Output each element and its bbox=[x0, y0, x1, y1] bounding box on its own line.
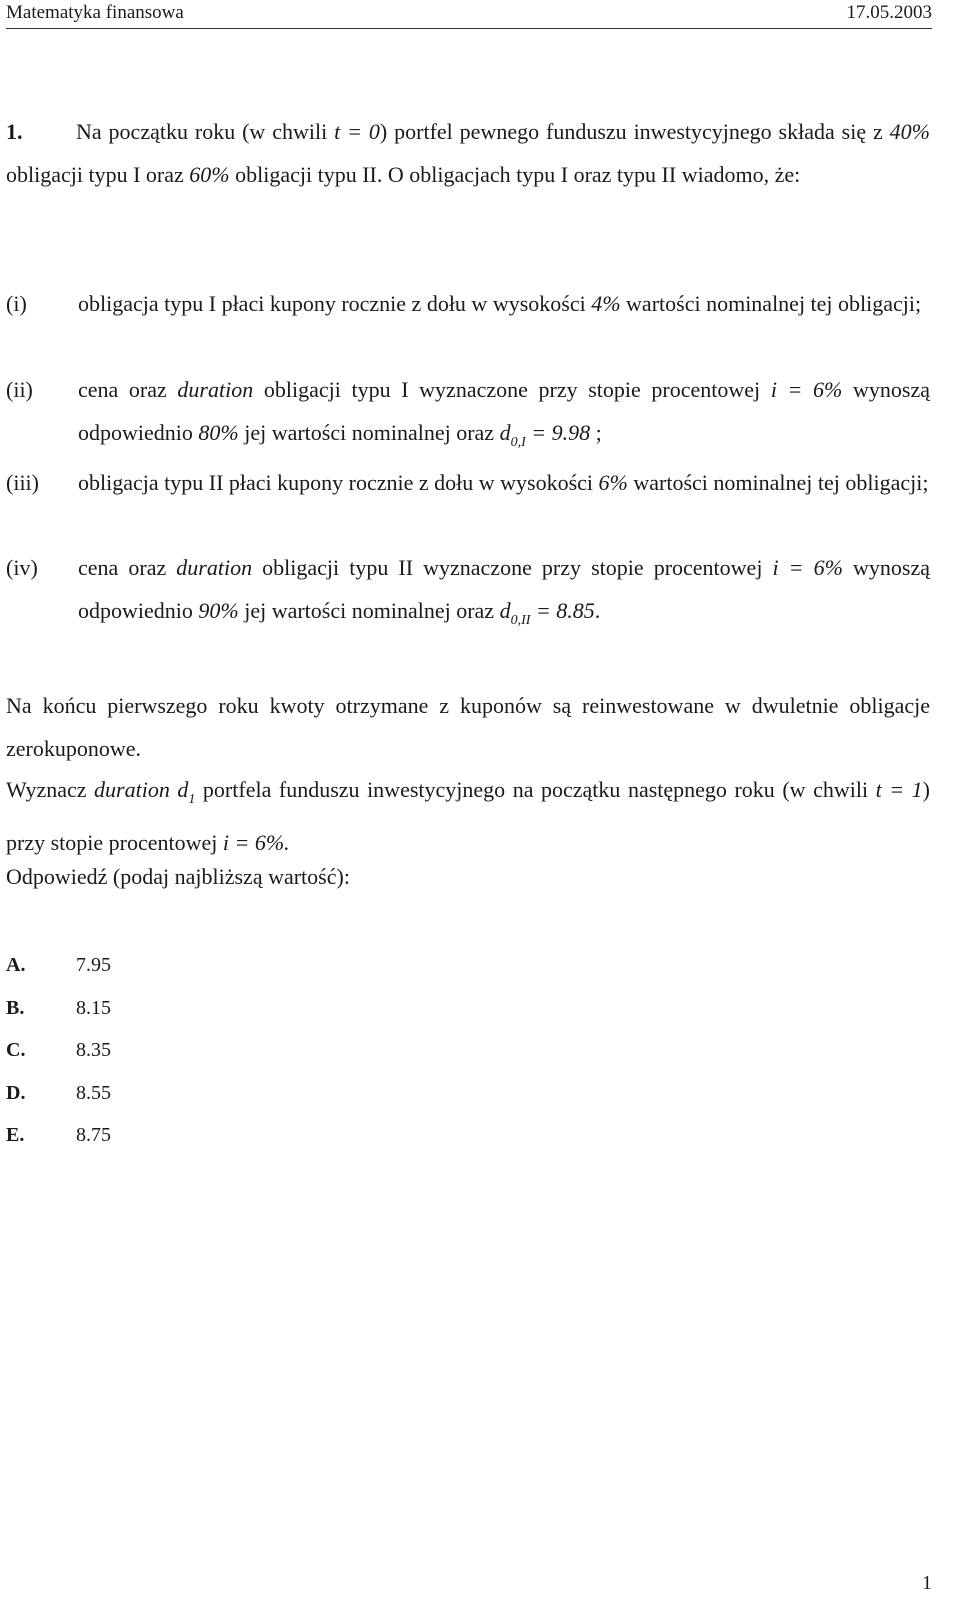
condition-label: (iii) bbox=[6, 470, 39, 495]
duration-symbol: d bbox=[499, 420, 511, 445]
intro-text: obligacji typu I oraz bbox=[6, 162, 190, 187]
duration-term: duration bbox=[177, 377, 254, 402]
option-value: 8.15 bbox=[76, 996, 111, 1019]
option-value: 7.95 bbox=[76, 954, 111, 976]
text-part: portfela funduszu inwestycyjnego na początku następnego roku (w chwili bbox=[195, 777, 876, 802]
task-paragraph bbox=[6, 768, 930, 864]
duration-subscript: 1 bbox=[188, 792, 196, 807]
option-label: B. bbox=[6, 996, 25, 1019]
time-one: t = 1 bbox=[875, 777, 923, 802]
text-part: ) przy stopie procentowej bbox=[6, 777, 930, 855]
coupon-rate: 4% bbox=[591, 291, 621, 316]
question-intro bbox=[6, 110, 930, 196]
interest-rate: i = 6%. bbox=[222, 830, 290, 855]
page-header bbox=[6, 0, 932, 29]
price-percent: 80% bbox=[198, 420, 239, 445]
duration-term: duration bbox=[176, 555, 253, 580]
price-percent: 90% bbox=[198, 598, 239, 623]
document-title: Matematyka finansowa bbox=[6, 2, 184, 23]
condition-i bbox=[6, 282, 930, 325]
reinvestment-paragraph: Na końcu pierwszego roku kwoty otrzymane z kuponów są reinwestowane w dwuletnie obligacje zerokuponowe. bbox=[6, 693, 930, 761]
option-d bbox=[6, 1072, 111, 1115]
duration-subscript: 0,I bbox=[510, 435, 526, 450]
option-a bbox=[6, 944, 111, 987]
option-e bbox=[6, 1114, 111, 1157]
coupon-rate: 6% bbox=[598, 470, 628, 495]
intro-text: obligacji typu II. O obligacjach typu I oraz typu II wiadomo, że: bbox=[229, 162, 801, 187]
option-value: 8.55 bbox=[76, 1081, 111, 1104]
duration-symbol: d bbox=[177, 777, 189, 802]
condition-iv bbox=[6, 546, 930, 642]
text-part: wartości nominalnej tej obligacji; bbox=[620, 291, 922, 316]
text-part: obligacji typu II wyznaczone przy stopie procentowej bbox=[252, 555, 773, 580]
time-zero: t = 0 bbox=[334, 119, 380, 144]
text-part: wartości nominalnej tej obligacji; bbox=[627, 470, 929, 495]
condition-label: (i) bbox=[6, 291, 27, 316]
option-label: C. bbox=[6, 1039, 26, 1061]
condition-iii bbox=[6, 461, 930, 504]
option-label: E. bbox=[6, 1124, 25, 1146]
duration-value: = 9.98 bbox=[525, 420, 591, 445]
duration-value: = 8.85 bbox=[530, 598, 595, 623]
intro-text: ) portfel pewnego funduszu inwestycyjnego składa się z bbox=[379, 119, 890, 144]
page-number: 1 bbox=[922, 1572, 932, 1594]
text-part: ; bbox=[590, 420, 602, 445]
text-part: jej wartości nominalnej oraz bbox=[238, 420, 500, 445]
document-date: 17.05.2003 bbox=[846, 2, 932, 23]
condition-label: (iv) bbox=[6, 555, 38, 580]
duration-subscript: 0,II bbox=[510, 613, 531, 628]
type1-share: 40% bbox=[889, 119, 930, 144]
answer-prompt: Odpowiedź (podaj najbliższą wartość): bbox=[6, 864, 350, 889]
text-part: obligacji typu I wyznaczone przy stopie procentowej bbox=[253, 377, 771, 402]
text-part: wynoszą odpowiednio bbox=[78, 377, 930, 445]
text-part: cena oraz bbox=[78, 377, 178, 402]
interest-rate: i = 6% bbox=[772, 555, 843, 580]
condition-text bbox=[78, 461, 930, 504]
question-number: 1. bbox=[6, 119, 23, 144]
option-value: 8.75 bbox=[76, 1124, 111, 1146]
answer-options bbox=[6, 944, 111, 1157]
text-part: cena oraz bbox=[78, 555, 177, 580]
text-part: obligacja typu I płaci kupony rocznie z dołu w wysokości bbox=[78, 291, 592, 316]
text-part: obligacja typu II płaci kupony rocznie z dołu w wysokości bbox=[78, 470, 599, 495]
option-c bbox=[6, 1029, 111, 1072]
duration-term: duration bbox=[94, 777, 170, 802]
condition-label: (ii) bbox=[6, 377, 33, 402]
condition-ii bbox=[6, 368, 930, 464]
option-b bbox=[6, 987, 111, 1030]
text-part: Wyznacz bbox=[6, 777, 95, 802]
option-value: 8.35 bbox=[76, 1039, 111, 1061]
type2-share: 60% bbox=[189, 162, 230, 187]
option-label: A. bbox=[6, 954, 26, 976]
text-part: jej wartości nominalnej oraz bbox=[238, 598, 500, 623]
condition-text bbox=[78, 546, 930, 642]
intro-text: Na początku roku (w chwili bbox=[76, 119, 335, 144]
condition-text bbox=[78, 282, 930, 325]
option-label: D. bbox=[6, 1081, 26, 1104]
condition-text bbox=[78, 368, 930, 464]
interest-rate: i = 6% bbox=[770, 377, 843, 402]
text-part: . bbox=[594, 598, 601, 623]
text-part: wynoszą odpowiednio bbox=[78, 555, 930, 623]
duration-symbol: d bbox=[499, 598, 511, 623]
